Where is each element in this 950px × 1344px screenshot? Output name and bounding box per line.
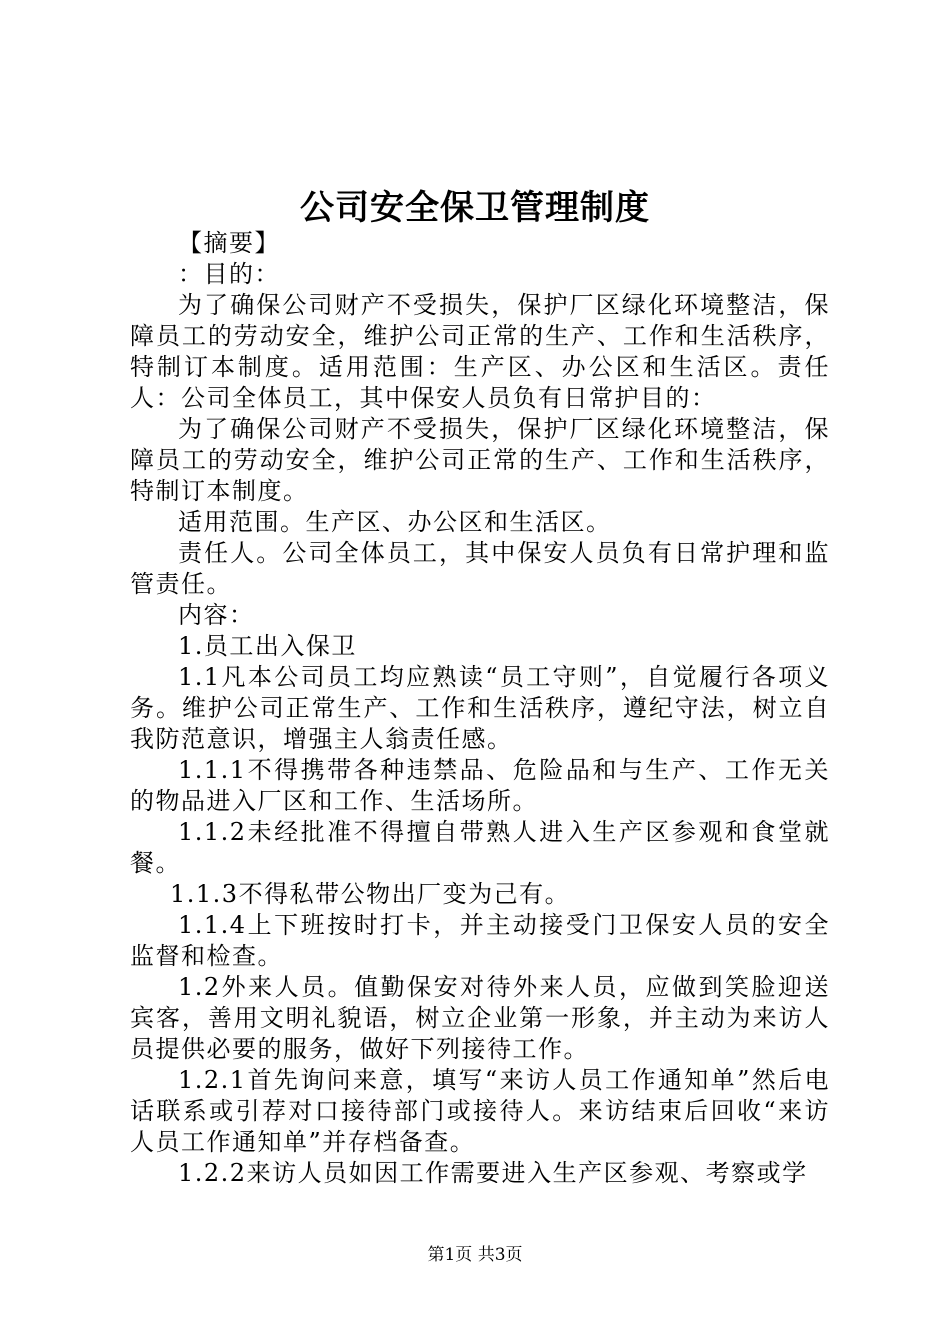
paragraph-responsible: 责任人。公司全体员工，其中保安人员负有日常护理和监管责任。 <box>130 539 830 598</box>
paragraph-section-1-2: 1.2外来人员。值勤保安对待外来人员，应做到笑脸迎送宾客，善用文明礼貌语，树立企业第一形象，并主动为来访人员提供必要的服务，做好下列接待工作。 <box>130 973 830 1063</box>
paragraph-section-1-1-4: 1.1.4上下班按时打卡，并主动接受门卫保安人员的安全监督和检查。 <box>130 911 830 970</box>
paragraph-section-1-1: 1.1凡本公司员工均应熟读“员工守则”，自觉履行各项义务。维护公司正常生产、工作和生活秩序，遵纪守法，树立自我防范意识，增强主人翁责任感。 <box>130 663 830 753</box>
paragraph-purpose-label: ：目的： <box>178 260 280 288</box>
paragraph-abstract-heading: 【摘要】 <box>178 229 280 257</box>
paragraph-summary: 为了确保公司财产不受损失，保护厂区绿化环境整洁，保障员工的劳动安全，维护公司正常的生产、工作和生活秩序，特制订本制度。适用范围：生产区、办公区和生活区。责任人：公司全体员工，其中保安人员负有日常护目的： <box>130 291 830 412</box>
document-title: 公司安全保卫管理制度 <box>300 188 650 228</box>
paragraph-section-1-2-1: 1.2.1首先询问来意，填写“来访人员工作通知单”然后电话联系或引荐对口接待部门或接待人。来访结束后回收“来访人员工作通知单”并存档备查。 <box>130 1066 830 1156</box>
paragraph-section-1-2-2: 1.2.2来访人员如因工作需要进入生产区参观、考察或学 <box>178 1159 808 1187</box>
paragraph-section-1-1-1: 1.1.1不得携带各种违禁品、危险品和与生产、工作无关的物品进入厂区和工作、生活场所。 <box>130 756 830 815</box>
paragraph-content-label: 内容： <box>178 601 255 629</box>
paragraph-section-1-1-3: 1.1.3不得私带公物出厂变为己有。 <box>170 880 571 908</box>
paragraph-section-1-1-2: 1.1.2未经批准不得擅自带熟人进入生产区参观和食堂就餐。 <box>130 818 830 877</box>
paragraph-section-1: 1.员工出入保卫 <box>178 632 357 660</box>
document-body <box>130 228 830 1189</box>
paragraph-scope: 适用范围。生产区、办公区和生活区。 <box>178 508 612 536</box>
paragraph-purpose: 为了确保公司财产不受损失，保护厂区绿化环境整洁，保障员工的劳动安全，维护公司正常的生产、工作和生活秩序，特制订本制度。 <box>130 415 830 505</box>
page-footer: 第1页 共3页 <box>427 1245 523 1265</box>
